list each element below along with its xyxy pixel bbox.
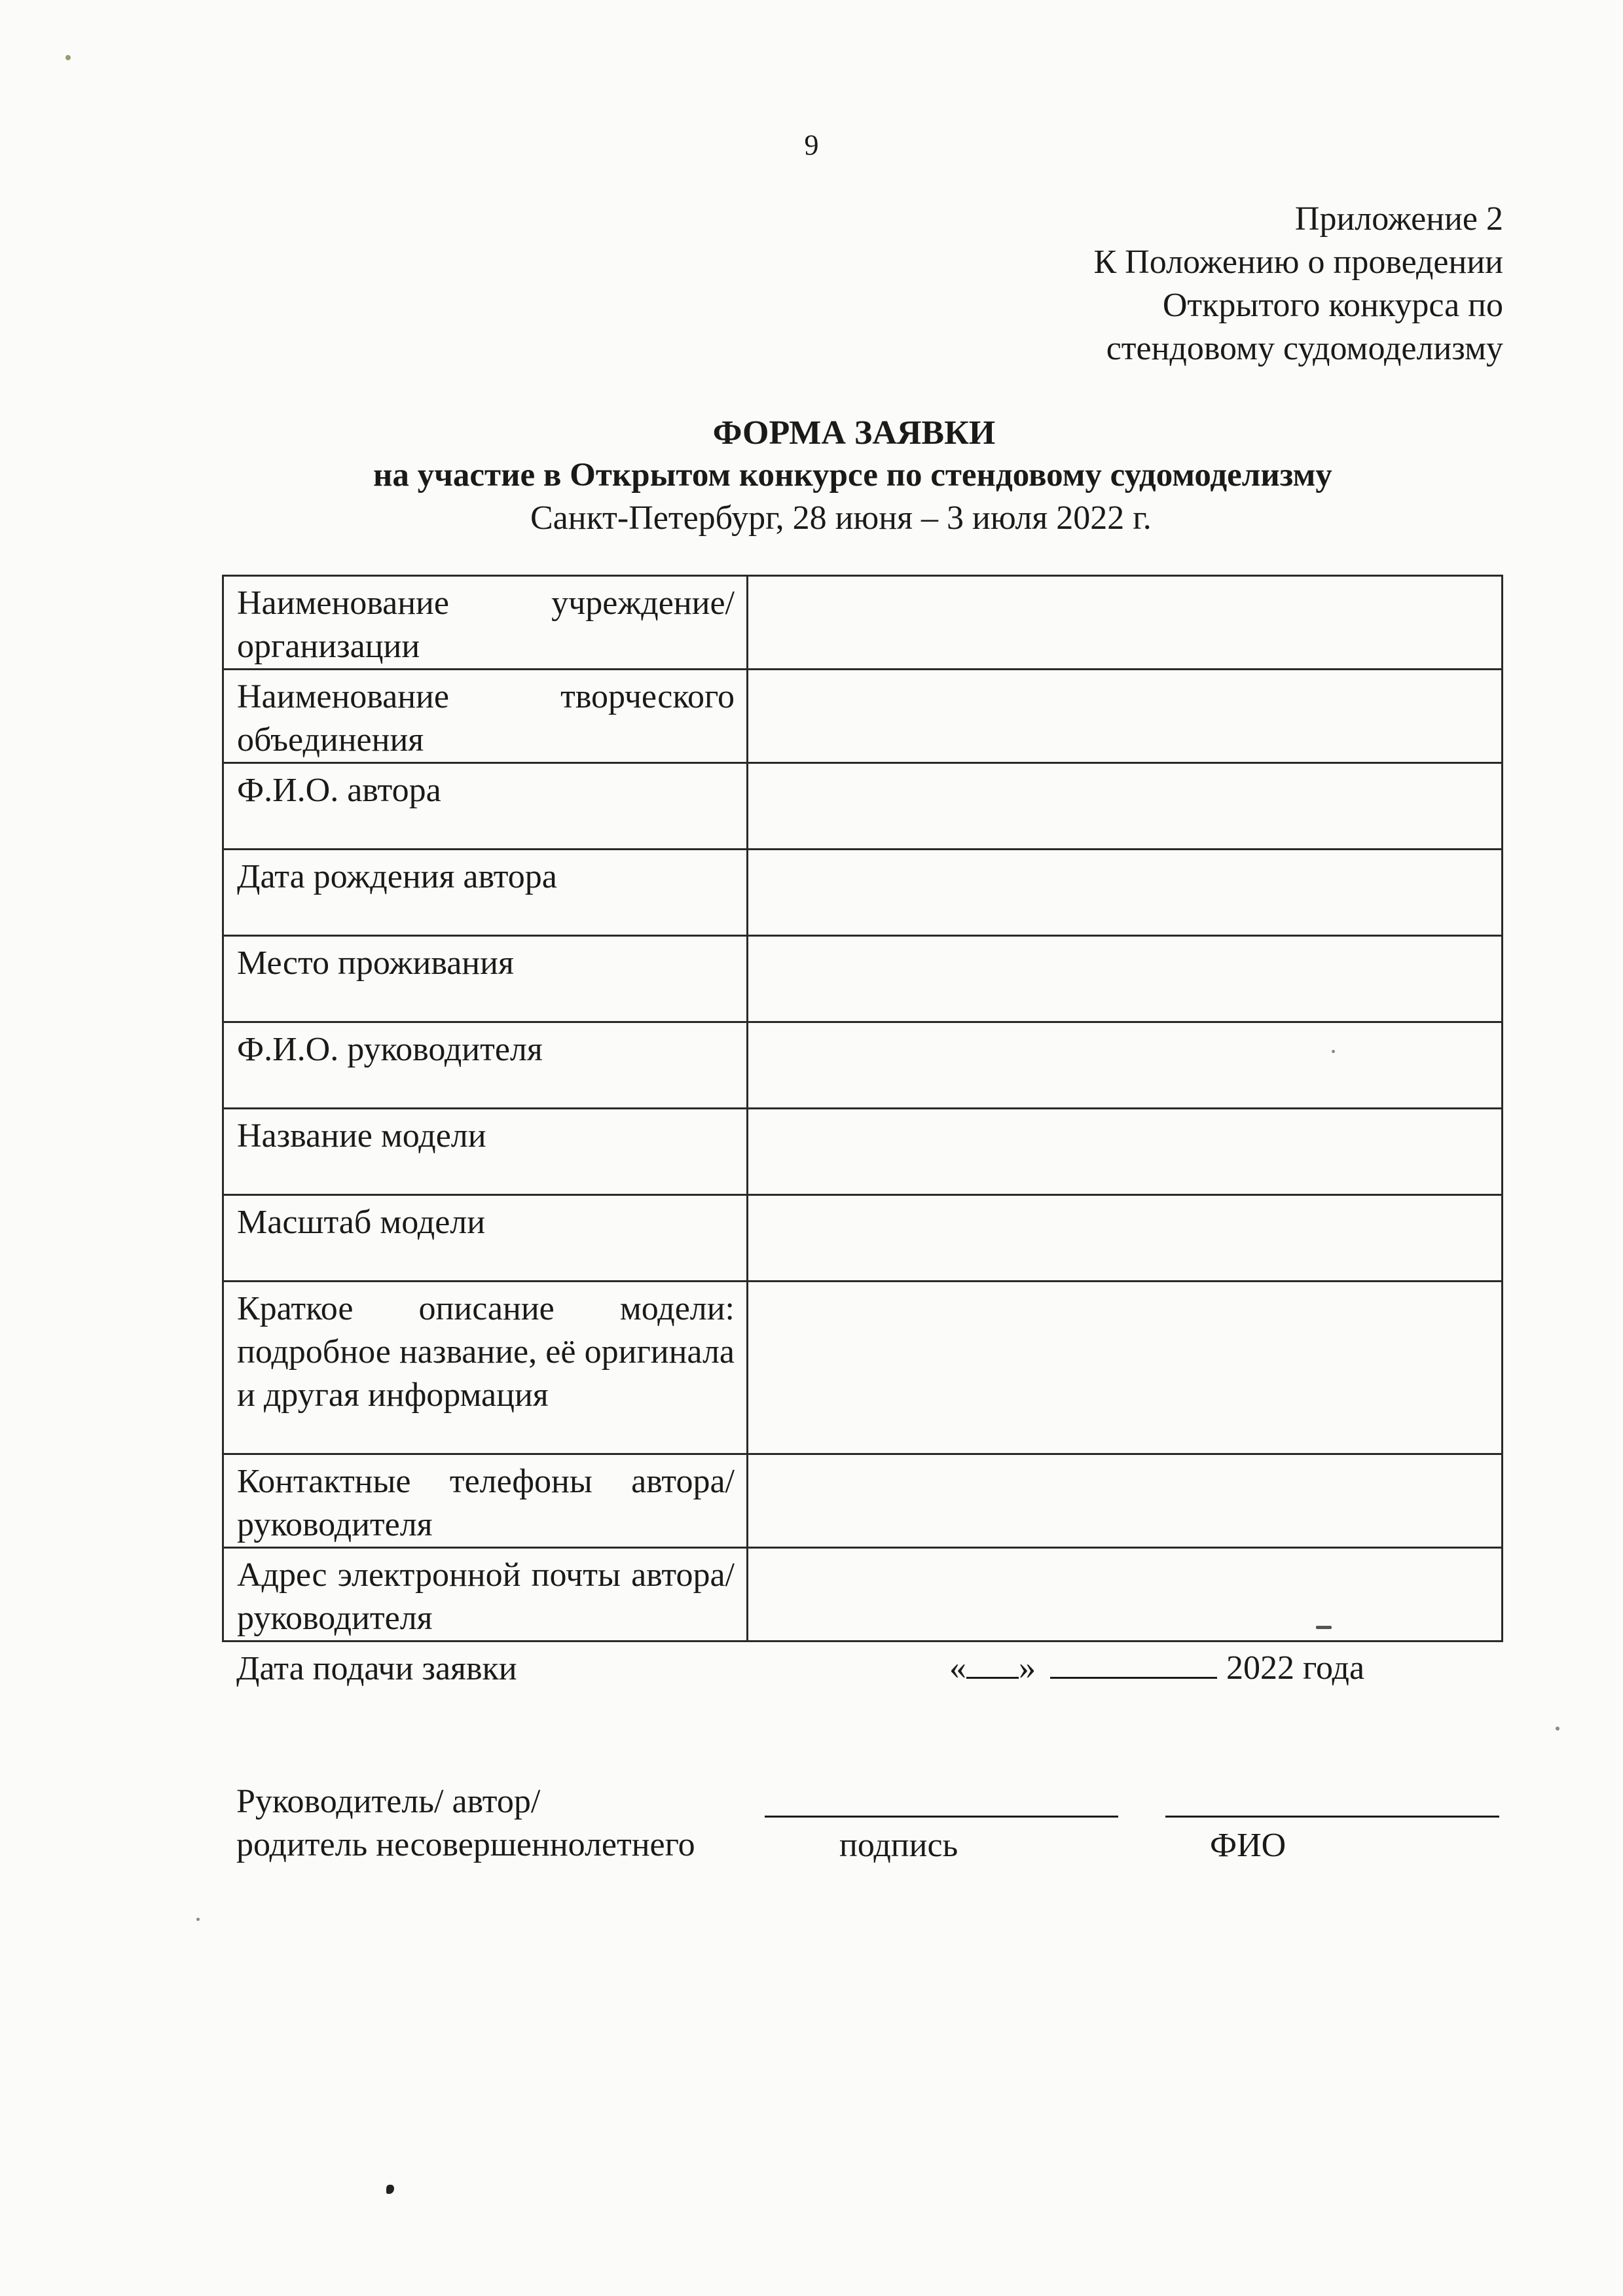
organization-field[interactable] xyxy=(748,577,1501,623)
field-label: Ф.И.О. руководителя xyxy=(223,1022,748,1109)
table-row xyxy=(223,850,1503,936)
scan-speck xyxy=(196,1918,200,1921)
scan-speck xyxy=(1332,1050,1335,1053)
scan-speck xyxy=(1556,1727,1559,1731)
signature-blank-line[interactable] xyxy=(765,1816,1118,1818)
field-label: Контактные телефоны автора/руководителя xyxy=(223,1454,748,1548)
field-label: Ф.И.О. автора xyxy=(223,763,748,850)
field-label: Дата рождения автора xyxy=(223,850,748,936)
table-row xyxy=(223,1109,1503,1195)
model-scale-field[interactable] xyxy=(748,1196,1501,1242)
creative-group-field[interactable] xyxy=(748,670,1501,717)
residence-field[interactable] xyxy=(748,937,1501,983)
field-label: Адрес электронной почты автора/руководителя xyxy=(223,1548,748,1641)
field-value-cell[interactable] xyxy=(748,1282,1503,1454)
page-number: 9 xyxy=(804,129,819,161)
name-caption: ФИО xyxy=(1210,1827,1286,1864)
field-label: Масштаб модели xyxy=(223,1195,748,1282)
appendix-line: Открытого конкурса по xyxy=(1162,287,1503,324)
field-value-cell[interactable] xyxy=(748,850,1503,936)
table-row xyxy=(223,936,1503,1022)
event-place-date: Санкт-Петербург, 28 июня – 3 июля 2022 г. xyxy=(530,499,1152,537)
form-title: ФОРМА ЗАЯВКИ xyxy=(712,414,996,452)
field-value-cell[interactable] xyxy=(748,763,1503,850)
scan-speck xyxy=(386,2185,394,2194)
appendix-line: стендовому судомоделизму xyxy=(1106,330,1503,367)
name-blank-line[interactable] xyxy=(1165,1816,1499,1818)
table-row xyxy=(223,1548,1503,1641)
field-value-cell[interactable] xyxy=(748,1022,1503,1109)
table-row xyxy=(223,763,1503,850)
model-name-field[interactable] xyxy=(748,1109,1501,1156)
table-row xyxy=(223,576,1503,670)
form-subtitle: на участие в Открытом конкурсе по стендовому судомоделизму xyxy=(373,457,1332,493)
field-label: Наименование учреждение/организации xyxy=(223,576,748,670)
field-label: Краткое описание модели: подробное название, её оригинала и другая информация xyxy=(223,1282,748,1454)
table-row xyxy=(223,1282,1503,1454)
year-suffix: 2022 года xyxy=(1226,1649,1365,1687)
signature-caption: подпись xyxy=(839,1827,958,1864)
contact-phones-field[interactable] xyxy=(748,1455,1501,1501)
author-name-field[interactable] xyxy=(748,764,1501,810)
submission-date xyxy=(949,1647,1364,1687)
appendix-line: К Положению о проведении xyxy=(1093,243,1503,281)
table-row xyxy=(223,1022,1503,1109)
supervisor-name-field[interactable] xyxy=(748,1023,1501,1069)
appendix-reference xyxy=(1093,198,1503,370)
email-field[interactable] xyxy=(748,1549,1501,1595)
field-label: Наименование творческого объединения xyxy=(223,670,748,763)
scan-speck xyxy=(1316,1626,1332,1629)
field-value-cell[interactable] xyxy=(748,1195,1503,1282)
table-row xyxy=(223,1195,1503,1282)
field-label: Название модели xyxy=(223,1109,748,1195)
day-blank-line[interactable] xyxy=(966,1647,1019,1679)
field-value-cell[interactable] xyxy=(748,670,1503,763)
table-row xyxy=(223,670,1503,763)
field-value-cell[interactable] xyxy=(748,576,1503,670)
signer-role-line: родитель несовершеннолетнего xyxy=(236,1826,695,1863)
signer-role xyxy=(236,1780,695,1867)
author-birthdate-field[interactable] xyxy=(748,850,1501,897)
field-value-cell[interactable] xyxy=(748,1109,1503,1195)
scan-speck xyxy=(65,55,71,60)
submission-date-label: Дата подачи заявки xyxy=(236,1650,517,1687)
field-value-cell[interactable] xyxy=(748,1454,1503,1548)
close-quote: » xyxy=(1019,1649,1036,1687)
field-value-cell[interactable] xyxy=(748,936,1503,1022)
table-row xyxy=(223,1454,1503,1548)
month-blank-line[interactable] xyxy=(1050,1647,1217,1679)
signer-role-line: Руководитель/ автор/ xyxy=(236,1783,541,1820)
appendix-line: Приложение 2 xyxy=(1294,200,1503,238)
model-description-field[interactable] xyxy=(748,1282,1501,1329)
field-value-cell[interactable] xyxy=(748,1548,1503,1641)
field-label: Место проживания xyxy=(223,936,748,1022)
application-form-table xyxy=(222,575,1503,1642)
open-quote: « xyxy=(949,1649,966,1687)
